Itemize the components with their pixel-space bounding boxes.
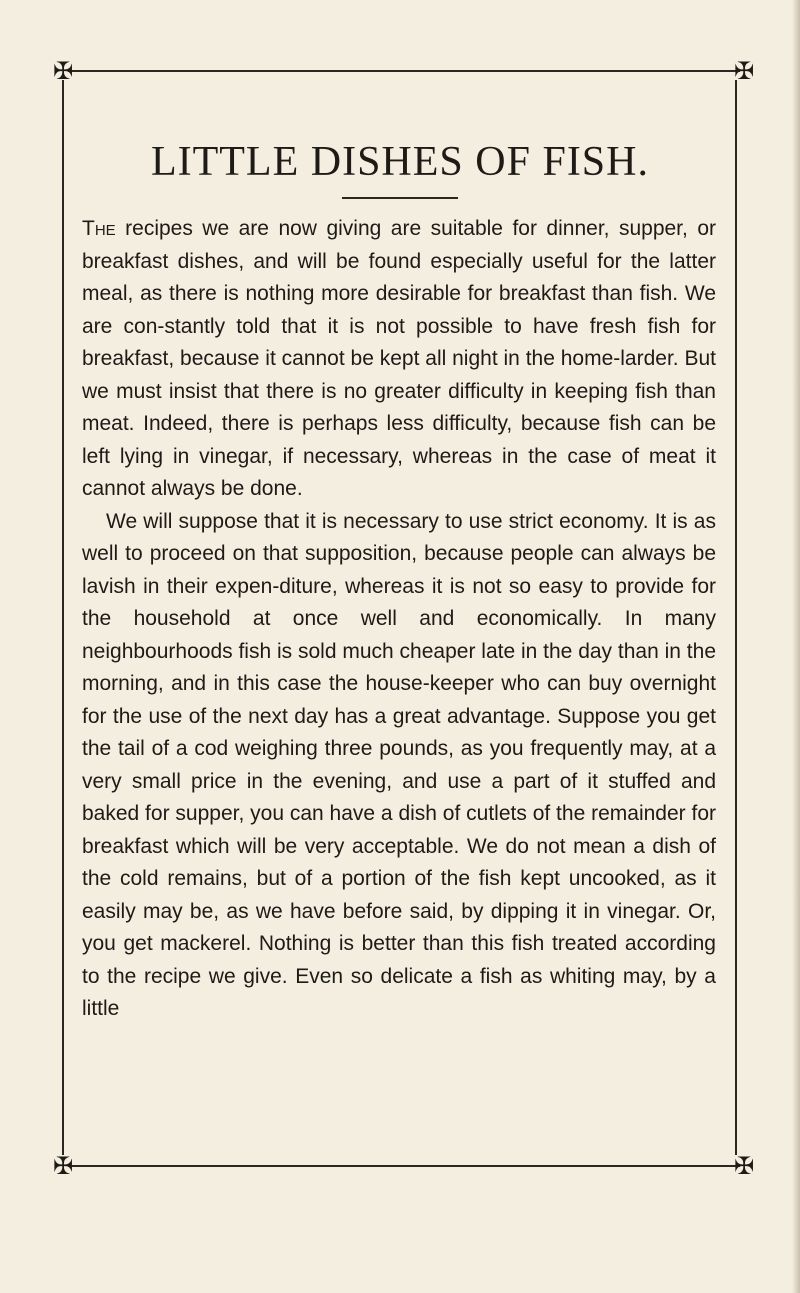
page-edge-shadow <box>792 0 800 1293</box>
paragraph-text: recipes we are now giving are suitable for dinner, supper, or breakfast dishes, and will be found especially useful for the latter meal, as there is nothing more desirable for breakfast than fish. We are con-stantly told that it is not possible to have fresh fish for breakfast, because it cannot be kept all night in the home-larder. But we must insist that there is no greater difficulty in keeping fish than meat. Indeed, there is perhaps less difficulty, because fish can be left lying in vinegar, if necessary, whereas in the case of meat it cannot always be done. <box>82 217 716 500</box>
frame-left-rule <box>62 80 64 1155</box>
frame-bottom-rule <box>68 1165 740 1167</box>
frame-top-rule <box>68 70 740 72</box>
paragraph-2 <box>82 506 716 1026</box>
chapter-title: LITTLE DISHES OF FISH. <box>150 139 649 185</box>
corner-cross-ornament-icon: ✠ <box>52 57 74 85</box>
corner-cross-ornament-icon: ✠ <box>733 57 755 85</box>
frame-right-rule <box>735 80 737 1155</box>
paragraph-lead-word: The <box>82 217 116 240</box>
corner-cross-ornament-icon: ✠ <box>52 1152 74 1180</box>
title-underline <box>342 197 458 199</box>
body-text <box>82 213 716 1026</box>
corner-cross-ornament-icon: ✠ <box>733 1152 755 1180</box>
paragraph-1 <box>82 213 716 506</box>
paragraph-text: We will suppose that it is necessary to use strict economy. It is as well to proceed on that supposition, because people can always be lavish in their expen-diture, whereas it is not so easy to provide for the household at once well and economically. In many neighbourhoods fish is sold much cheaper late in the day than in the morning, and in this case the house-keeper who can buy overnight for the use of the next day has a great advantage. Suppose you get the tail of a cod weighing three pounds, as you frequently may, at a very small price in the evening, and use a part of it stuffed and baked for supper, you can have a dish of cutlets of the remainder for breakfast which will be very acceptable. We do not mean a dish of the cold remains, but of a portion of the fish kept uncooked, as it easily may be, as we have before said, by dipping it in vinegar. Or, you get mackerel. Nothing is better than this fish treated according to the recipe we give. Even so delicate a fish as whiting may, by a little <box>82 509 716 1020</box>
